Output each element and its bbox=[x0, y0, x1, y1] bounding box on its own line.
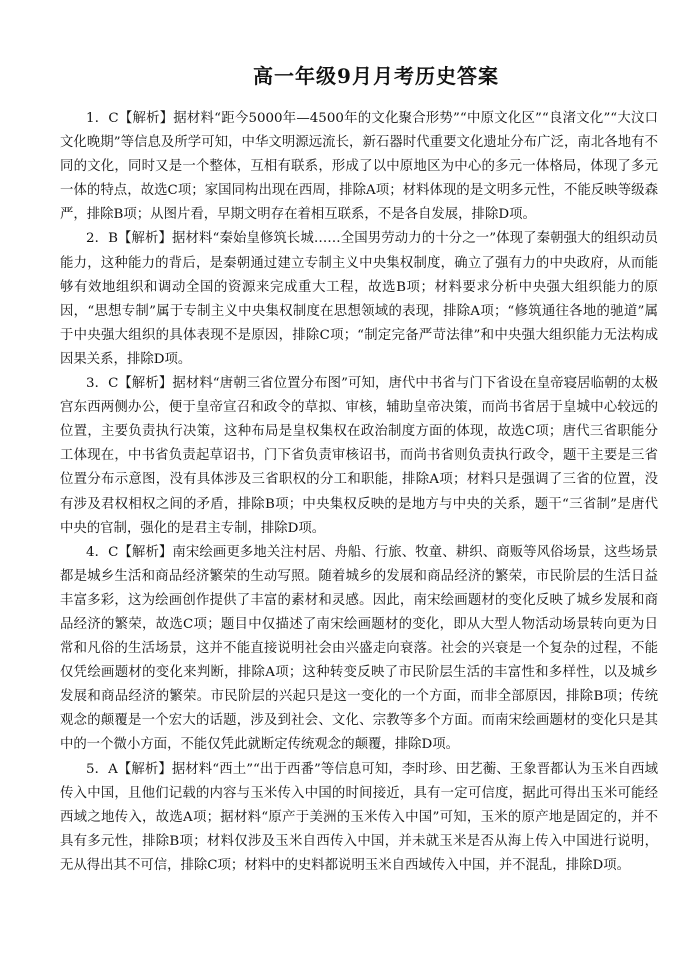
answer-item-4: 4．C【解析】南宋绘画更多地关注村居、舟船、行旅、牧童、耕织、商贩等风俗场景，这些场景都是城乡生活和商品经济繁荣的生动写照。随着城乡的发展和商品经济的繁荣，市民阶层的生活日益丰富多彩，这为绘画创作提供了丰富的素材和灵感。因此，南宋绘画题材的变化反映了城乡发展和商品经济的繁荣，故选C项；题目中仅描述了南宋绘画题材的变化，即从大型人物活动场景转向更为日常和凡俗的生活场景，这并不能直接说明社会由兴盛走向衰落。社会的兴衰是一个复杂的过程，不能仅凭绘画题材的变化来判断，排除A项；这种转变反映了市民阶层生活的丰富性和多样性，以及城乡发展和商品经济的繁荣。市民阶层的兴起只是这一变化的一个方面，而非全部原因，排除B项；传统观念的颠覆是一个宏大的话题，涉及到社会、文化、宗教等多个方面。而南宋绘画题材的变化只是其中的一个微小方面，不能仅凭此就断定传统观念的颠覆，排除D项。 bbox=[60, 544, 658, 753]
answer-item-2: 2．B【解析】据材料“秦始皇修筑长城……全国男劳动力的十分之一”体现了秦朝强大的组织动员能力，这种能力的背后，是秦朝通过建立专制主义中央集权制度，确立了强有力的中央政府，从而能够有效地组织和调动全国的资源来完成重大工程，故选B项；材料要求分析中央强大组织能力的原因，“思想专制”属于专制主义中央集权制度在思想领域的表现，排除A项；“修筑通往各地的驰道”属于中央强大组织的具体表现不是原因，排除C项；“制定完备严苛法律”和中央强大组织能力无法构成因果关系，排除D项。 bbox=[60, 231, 658, 367]
answer-item-1: 1．C【解析】据材料“距今5000年—4500年的文化聚合形势”“中原文化区”“良渚文化”“大汶口文化晚期”等信息及所学可知，中华文明源远流长，新石器时代重要文化遗址分布广泛，南北各地有不同的文化，同时又是一个整体，互相有联系，形成了以中原地区为中心的多元一体格局，体现了多元一体的特点，故选C项；家国同构出现在西周，排除A项；材料体现的是文明多元性，不能反映等级森严，排除B项；从图片看，早期文明存在着相互联系，不是各自发展，排除D项。 bbox=[60, 111, 658, 223]
answer-item-3: 3．C【解析】据材料“唐朝三省位置分布图”可知，唐代中书省与门下省设在皇帝寝居临朝的太极宫东西两侧办公，便于皇帝宣召和政令的草拟、审核，辅助皇帝决策，而尚书省居于皇城中心较远的位置，主要负责执行决策，这种布局是皇权集权在政治制度方面的体现，故选C项；唐代三省职能分工体现在，中书省负责起草诏书，门下省负责审核诏书，而尚书省则负责执行政令，题干主要是三省位置分布示意图，没有具体涉及三省职权的分工和职能，排除A项；材料只是强调了三省的位置，没有涉及君权相权之间的矛盾，排除B项；中央集权反映的是地方与中央的关系，题干“三省制”是唐代中央的官制，强化的是君主专制，排除D项。 bbox=[60, 376, 658, 536]
page-title: 高一年级9月月考历史答案 bbox=[253, 64, 499, 88]
answer-list bbox=[60, 107, 658, 878]
answer-item-5: 5．A【解析】据材料“西土”“出于西番”等信息可知，李时珍、田艺蘅、王象晋都认为玉米自西域传入中国，且他们记载的内容与玉米传入中国的时间接近，具有一定可信度，据此可得出玉米可能经西域之地传入，故选A项；据材料“原产于美洲的玉米传入中国”可知，玉米的原产地是固定的，并不具有多元性，排除B项；材料仅涉及玉米自西传入中国，并未就玉米是否从海上传入中国进行说明，无从得出其不可信，排除C项；材料中的史料都说明玉米自西域传入中国，并不混乱，排除D项。 bbox=[60, 761, 658, 873]
